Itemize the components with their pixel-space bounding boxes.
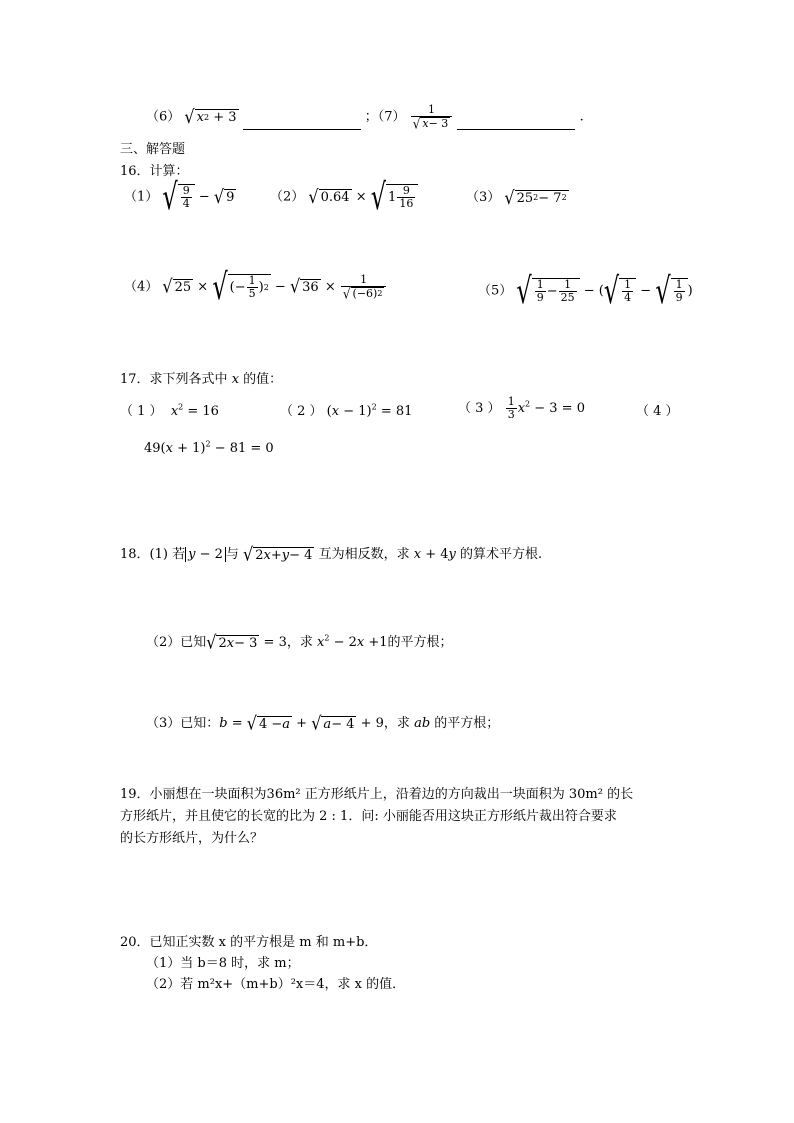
sqrt-expr: √ 0.64 xyxy=(308,185,350,208)
text: 的平方根； xyxy=(434,716,500,731)
q17-item-3: （ 3 ） $\frac{1}{3}$ $x^2 - 3 = 0$ xyxy=(458,395,585,421)
q16-item-3 xyxy=(466,186,569,206)
text: 的算术平方根. xyxy=(460,547,543,562)
q16-title: 16．计算： xyxy=(120,164,189,179)
text: 的平方根； xyxy=(387,635,453,650)
label: （3） xyxy=(466,190,501,205)
sqrt-expr: √ $\frac{9}{4}$ xyxy=(162,184,194,210)
q19-line-2: 方形纸片，并且使它的长宽的比为 2 : 1．问: 小丽能否用这块正方形纸片裁出符合要求 xyxy=(120,809,617,824)
q19-line-1: 19．小丽想在一块面积为36m² 正方形纸片上，沿着边的方向裁出一块面积为 30m² 的长 xyxy=(120,787,634,802)
q20-line-1: 20．已知正实数 x 的平方根是 m 和 m+b． xyxy=(120,935,378,950)
q17-title: 17．求下列各式中 x 的值： xyxy=(120,372,283,387)
sqrt-expr: √ $\frac{1}{9}$ xyxy=(655,278,687,304)
label: （1） xyxy=(124,189,159,205)
sqrt-expr: √ 2 x + y − 4 xyxy=(243,543,313,565)
q16-item-5: （5） √ $\frac{1}{9}$ − $\frac{1}{25}$ − ( √ $\frac{1}{4}$ − √ $\frac{1}{9}$ ) xyxy=(478,270,693,312)
text: 与 xyxy=(225,547,239,562)
label: （ 3 ） xyxy=(458,401,501,416)
label: （ 2 ） xyxy=(280,404,323,419)
text: 18．(1) 若 xyxy=(120,547,186,562)
title-text: 的值： xyxy=(243,372,283,387)
text: ，求 xyxy=(383,716,410,731)
sqrt-expr: √ $\frac{1}{9}$ − $\frac{1}{25}$ xyxy=(516,278,579,304)
sqrt-expr: √ 1 $\frac{9}{16}$ xyxy=(371,184,419,210)
q19-line-3: 的长方形纸片，为什么？ xyxy=(120,831,264,846)
q17-item-4 xyxy=(636,400,679,419)
q17-item-1: （ 1 ） $x^2 = 16$ xyxy=(120,402,219,419)
text: 互为相反数，求 xyxy=(318,547,410,562)
label-7: ；（7） xyxy=(364,109,406,125)
label: （ 1 ） xyxy=(120,404,163,419)
q20-line-3: （2）若 m²x+（m+b）²x＝4，求 x 的值． xyxy=(146,977,406,992)
abs-expr: y − 2 xyxy=(185,547,226,562)
answer-blank-6[interactable] xyxy=(243,115,361,130)
q18-part-2: （2）已知 √ 2 x − 3 = 3，求 $x^2 - 2x +1$的平方根； xyxy=(146,631,453,653)
frac-expr: 1 √ (−6) 2 xyxy=(341,274,387,300)
sqrt-expr: √ x 2 + 3 xyxy=(184,105,237,128)
label: （2） xyxy=(270,189,305,205)
sqrt-expr: √ 2 x − 3 xyxy=(206,631,258,653)
q16-item-4: （4） √ 25 × √ (− $\frac{1}{5}$ ) 2 − √ 36 × 1 √ (−6) 2 xyxy=(124,274,387,300)
q17-item-2: （ 2 ） $(x - 1)^2 = 81$ xyxy=(280,402,413,419)
sqrt-expr: √ a − 4 xyxy=(311,712,355,734)
q18-part-1: 18．(1) 若 y − 2 与 √ 2 x + y − 4 互为相反数，求 x + 4y 的算术平方根. xyxy=(120,543,543,565)
section-heading: 三、解答题 xyxy=(120,142,186,157)
sqrt-expr: √ 36 xyxy=(289,275,319,298)
text: ，求 xyxy=(286,635,313,650)
q17-item-4-expr: $49(x + 1)^2 - 81 = 0$ xyxy=(144,439,274,456)
label-6: （6） xyxy=(146,109,181,125)
sqrt-expr: √ 9 xyxy=(213,185,235,208)
sqrt-expr: √ 25 2 − 7 2 xyxy=(504,186,567,208)
q15-item-6 xyxy=(146,104,584,130)
end-period: . xyxy=(579,109,584,125)
text: （3）已知： xyxy=(146,716,220,731)
sqrt-expr: √ (− $\frac{1}{5}$ ) 2 xyxy=(212,266,269,308)
sqrt-expr: √ $\frac{1}{4}$ xyxy=(604,278,636,304)
text: （2）已知 xyxy=(146,635,207,650)
label: （ 4 ） xyxy=(636,404,679,419)
sqrt-expr: √ 25 xyxy=(162,275,192,298)
q16-item-2: （2） √ 0.64 × √ 1 $\frac{9}{16}$ xyxy=(270,184,418,210)
frac-expr: 1 √ x − 3 xyxy=(411,104,453,130)
sqrt-expr: √ 4 − a xyxy=(246,712,291,734)
q18-part-3: （3）已知：b = √ 4 − a + √ a − 4 + 9，求 ab 的平方根； xyxy=(146,712,500,734)
title-text: 17．求下列各式中 xyxy=(120,372,228,387)
q16-item-1: （1） √ $\frac{9}{4}$ − √ 9 xyxy=(124,176,235,218)
label: （5） xyxy=(478,283,513,299)
q20-line-2: （1）当 b＝8 时，求 m； xyxy=(146,956,300,971)
label: （4） xyxy=(124,279,159,295)
answer-blank-7[interactable] xyxy=(457,115,575,130)
